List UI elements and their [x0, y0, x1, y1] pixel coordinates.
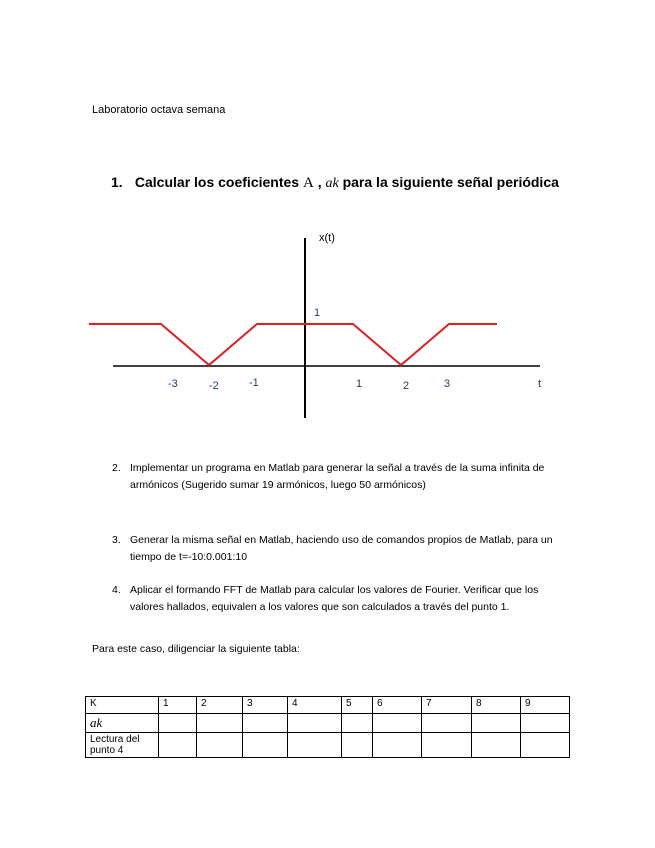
table-cell[interactable] [342, 714, 373, 733]
document-header: Laboratorio octava semana [92, 104, 226, 116]
x-tick-label: 2 [403, 380, 410, 392]
table-row [86, 733, 570, 758]
table-cell[interactable] [342, 733, 373, 758]
table-cell[interactable] [243, 733, 288, 758]
table-cell[interactable] [159, 714, 197, 733]
list-item-text: Implementar un programa en Matlab para generar la señal a través de la suma infinita de armónicos (Sugerido sumar 19 armónicos, luego 50 armónicos) [130, 462, 545, 491]
x-tick-label: 3 [444, 378, 451, 390]
column-header: 2 [197, 697, 243, 714]
list-item-text: Generar la misma señal en Matlab, haciendo uso de comandos propios de Matlab, para un tiempo de t=-10:0.001:10 [130, 534, 553, 563]
question-1-number: 1. [111, 174, 123, 190]
table-cell[interactable] [197, 733, 243, 758]
table-cell[interactable] [243, 714, 288, 733]
column-header: 3 [243, 697, 288, 714]
table-cell[interactable] [373, 733, 422, 758]
x-tick-label: 1 [356, 378, 363, 390]
symbol-A: A [302, 175, 314, 191]
reading-row-label-line2: punto 4 [90, 745, 124, 756]
x-tick-label: -1 [249, 377, 259, 389]
table-row [86, 697, 570, 714]
table-cell[interactable] [288, 714, 342, 733]
column-header: 9 [521, 697, 570, 714]
column-header: 1 [159, 697, 197, 714]
table-cell[interactable] [288, 733, 342, 758]
table-row [86, 714, 570, 733]
level-label: 1 [314, 307, 321, 319]
column-header: 4 [288, 697, 342, 714]
column-header: 5 [342, 697, 373, 714]
column-header: 7 [422, 697, 472, 714]
x-tick-label: -3 [168, 378, 178, 390]
table-intro: Para este caso, diligenciar la siguiente tabla: [92, 643, 300, 655]
list-item-number: 2. [112, 462, 121, 474]
table-cell[interactable] [521, 733, 570, 758]
table-cell[interactable] [197, 714, 243, 733]
signal-line [89, 324, 497, 365]
list-item-text: Aplicar el formando FFT de Matlab para calcular los valores de Fourier. Verificar que los valores hallados, equivalen a los valores que son calculados a través del punto 1. [130, 584, 539, 613]
x-axis-label: t [538, 378, 542, 390]
list-item-3 [112, 532, 572, 566]
ak-row-label: ak [86, 714, 159, 733]
list-item-4 [112, 582, 572, 616]
list-item-2 [112, 460, 572, 494]
table-cell[interactable] [422, 733, 472, 758]
symbol-ak: ak [325, 176, 339, 191]
symbol-separator: , [317, 174, 322, 190]
column-header: 6 [373, 697, 422, 714]
table-cell[interactable] [422, 714, 472, 733]
k-header-cell: K [86, 697, 159, 714]
question-1-text-after: para la siguiente señal periódica [342, 174, 559, 190]
list-item-number: 3. [112, 534, 121, 546]
column-header: 8 [472, 697, 521, 714]
table-cell[interactable] [472, 733, 521, 758]
list-item-number: 4. [112, 584, 121, 596]
question-1-text-before: Calcular los coeficientes [134, 174, 300, 190]
x-tick-label: -2 [209, 380, 219, 392]
fourier-coefficients-table [85, 696, 570, 758]
reading-row-label [86, 733, 159, 758]
table-cell[interactable] [472, 714, 521, 733]
table-cell[interactable] [521, 714, 570, 733]
reading-row-label-line1: Lectura del [90, 734, 140, 745]
y-axis-label: x(t) [319, 232, 335, 244]
table-cell[interactable] [159, 733, 197, 758]
table-cell[interactable] [373, 714, 422, 733]
